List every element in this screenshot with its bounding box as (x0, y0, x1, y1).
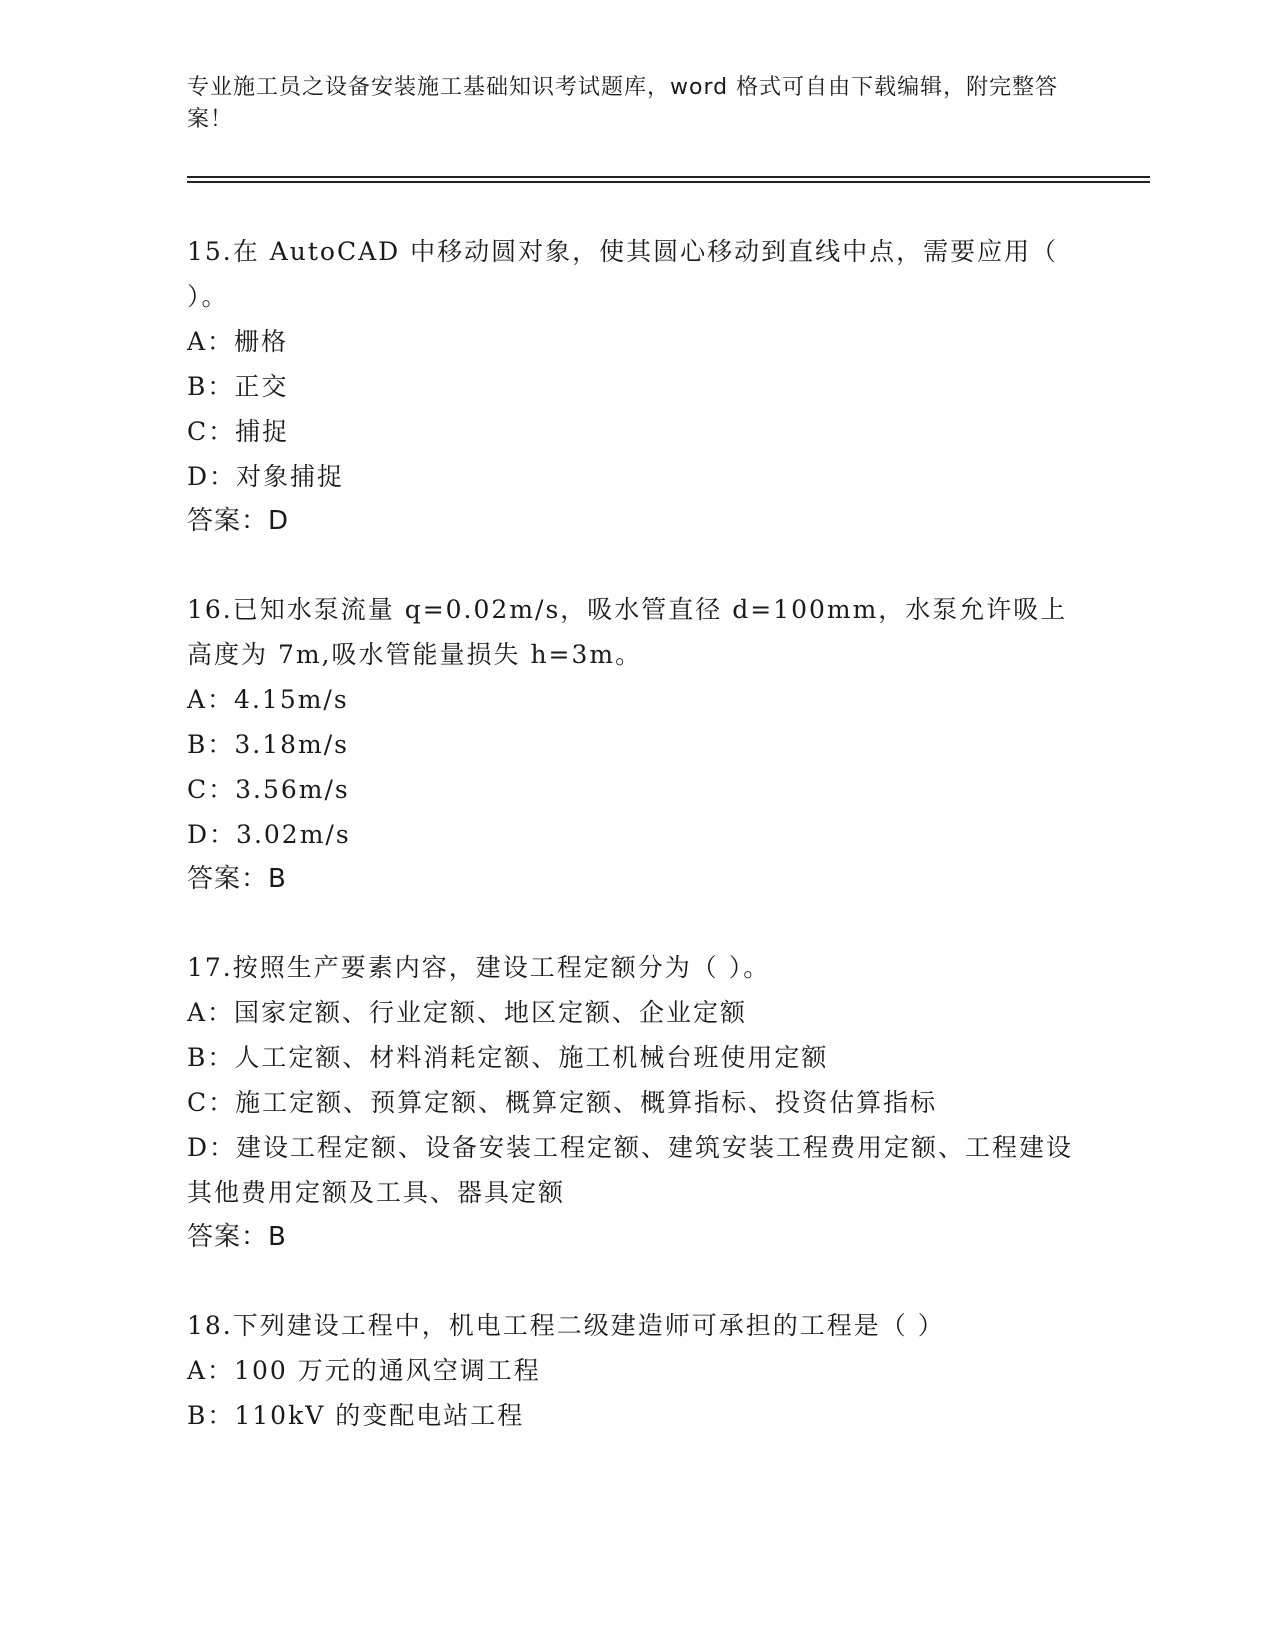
option-c: C：3.56m/s (187, 775, 350, 804)
answer-line: 答案：D (187, 506, 290, 536)
question-stem: 15.在 AutoCAD 中移动圆对象，使其圆心移动到直线中点，需要应用（ ）。 (187, 237, 1059, 311)
question-stem: 18.下列建设工程中，机电工程二级建造师可承担的工程是（ ） (187, 1311, 945, 1340)
question-16 (187, 587, 1087, 902)
option-c: C：捕捉 (187, 417, 290, 446)
option-c: C：施工定额、预算定额、概算定额、概算指标、投资估算指标 (187, 1088, 938, 1117)
option-b: B：110kV 的变配电站工程 (187, 1401, 525, 1430)
answer-line: 答案：B (187, 864, 287, 894)
option-b: B：3.18m/s (187, 730, 349, 759)
header-divider-bottom (187, 181, 1150, 183)
option-a: A：栅格 (187, 327, 289, 356)
option-a: A：国家定额、行业定额、地区定额、企业定额 (187, 998, 748, 1027)
option-b: B：人工定额、材料消耗定额、施工机械台班使用定额 (187, 1043, 829, 1072)
option-d: D：对象捕捉 (187, 462, 345, 491)
option-d: D：建设工程定额、设备安装工程定额、建筑安装工程费用定额、工程建设其他费用定额及工具、器具定额 (187, 1133, 1074, 1207)
option-a: A：100 万元的通风空调工程 (187, 1356, 541, 1385)
header-divider-top (187, 176, 1150, 178)
question-18 (187, 1303, 1087, 1438)
option-a: A：4.15m/s (187, 685, 349, 714)
answer-line: 答案：B (187, 1222, 287, 1252)
document-header: 专业施工员之设备安装施工基础知识考试题库，word 格式可自由下载编辑，附完整答案！ (187, 75, 1059, 132)
question-stem: 17.按照生产要素内容，建设工程定额分为（ ）。 (187, 953, 771, 982)
question-stem: 16.已知水泵流量 q=0.02m/s，吸水管直径 d=100mm，水泵允许吸上高度为 7m,吸水管能量损失 h=3m。 (187, 595, 1068, 669)
question-17 (187, 945, 1087, 1260)
question-list (187, 229, 1087, 1438)
option-d: D：3.02m/s (187, 820, 351, 849)
question-15 (187, 229, 1087, 544)
option-b: B：正交 (187, 372, 289, 401)
